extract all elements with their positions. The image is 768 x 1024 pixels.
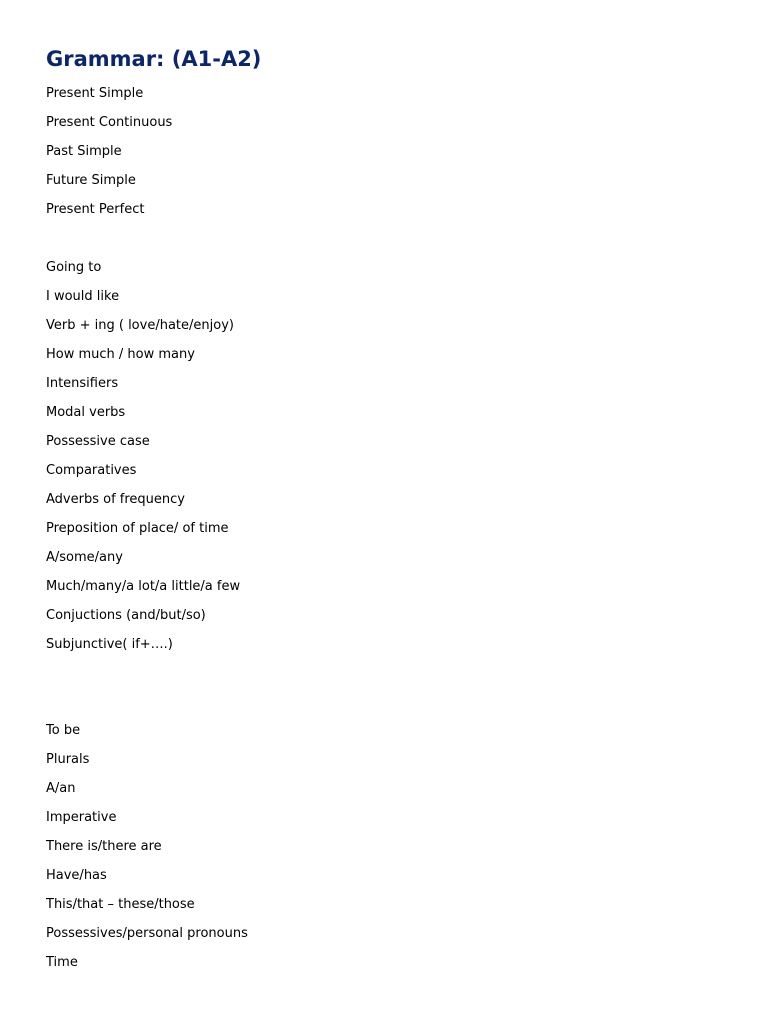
grammar-list-basics xyxy=(46,716,248,977)
grammar-topic-item: Possessives/personal pronouns xyxy=(46,926,248,941)
grammar-topic-item: Subjunctive( if+….) xyxy=(46,637,173,652)
grammar-topic-item: Future Simple xyxy=(46,173,136,188)
grammar-topic-item: Imperative xyxy=(46,810,117,825)
grammar-topic-item: A/an xyxy=(46,781,76,796)
grammar-topic-item: How much / how many xyxy=(46,347,195,362)
grammar-topic-item: Conjuctions (and/but/so) xyxy=(46,608,206,623)
grammar-topic-item: To be xyxy=(46,723,81,738)
grammar-topic-item: Possessive case xyxy=(46,434,150,449)
grammar-topic-item: Present Continuous xyxy=(46,115,173,130)
grammar-topic-item: Present Simple xyxy=(46,86,144,101)
grammar-topic-item: Adverbs of frequency xyxy=(46,492,185,507)
page-title: Grammar: (A1-A2) xyxy=(46,47,262,71)
grammar-topic-item: There is/there are xyxy=(46,839,162,854)
grammar-topic-item: Past Simple xyxy=(46,144,122,159)
grammar-topic-item: A/some/any xyxy=(46,550,123,565)
grammar-topic-item: Time xyxy=(46,955,78,970)
grammar-topic-item: Intensifiers xyxy=(46,376,119,391)
grammar-list-structures xyxy=(46,253,240,659)
grammar-topic-item: Modal verbs xyxy=(46,405,126,420)
grammar-topic-item: Verb + ing ( love/hate/enjoy) xyxy=(46,318,234,333)
grammar-topic-item: This/that – these/those xyxy=(46,897,195,912)
grammar-topic-item: Preposition of place/ of time xyxy=(46,521,229,536)
grammar-topic-item: Much/many/a lot/a little/a few xyxy=(46,579,241,594)
grammar-topic-item: Plurals xyxy=(46,752,90,767)
grammar-topic-item: I would like xyxy=(46,289,120,304)
grammar-topic-item: Comparatives xyxy=(46,463,137,478)
grammar-list-tenses xyxy=(46,79,172,224)
grammar-topic-item: Present Perfect xyxy=(46,202,145,217)
grammar-topic-item: Have/has xyxy=(46,868,107,883)
grammar-topic-item: Going to xyxy=(46,260,102,275)
